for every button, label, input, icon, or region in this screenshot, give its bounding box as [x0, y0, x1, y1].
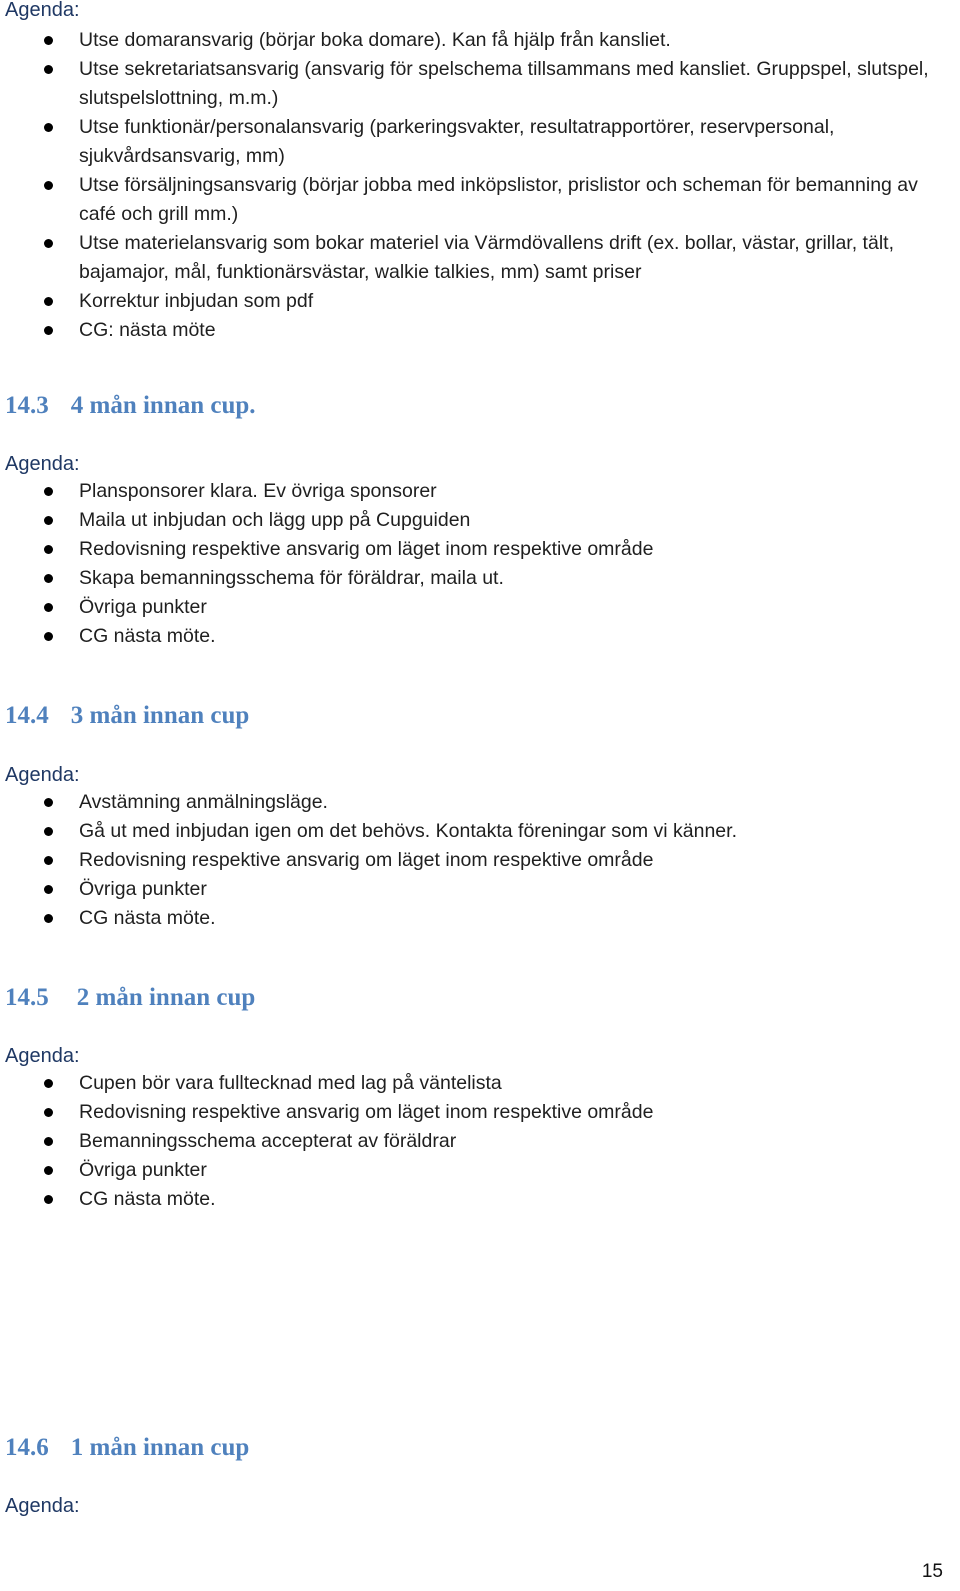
bullet-icon: [44, 123, 53, 132]
list-item: CG nästa möte.: [0, 1185, 960, 1214]
list-item: Gå ut med inbjudan igen om det behövs. Kontakta föreningar som vi känner.: [0, 817, 960, 846]
list-item: Redovisning respektive ansvarig om läget inom respektive område: [0, 846, 960, 875]
bullet-icon: [44, 326, 53, 335]
bullet-icon: [44, 487, 53, 496]
section-heading: 14.4 3 mån innan cup: [5, 702, 250, 729]
section-heading: 14.5 2 mån innan cup: [5, 984, 256, 1011]
bullet-icon: [44, 239, 53, 248]
list-item: CG: nästa möte: [0, 316, 960, 345]
list-item: Redovisning respektive ansvarig om läget inom respektive område: [0, 535, 960, 564]
list-item: Utse domaransvarig (börjar boka domare). Kan få hjälp från kansliet.: [0, 26, 960, 55]
bullet-icon: [44, 603, 53, 612]
agenda-label: Agenda:: [5, 0, 80, 21]
list-item: Övriga punkter: [0, 875, 960, 904]
list-item: Skapa bemanningsschema för föräldrar, maila ut.: [0, 564, 960, 593]
list-item: Utse materielansvarig som bokar materiel via Värmdövallens drift (ex. bollar, västar, grillar, tält, bajamajor, mål, funktionärsvästar, walkie talkies, mm) samt priser: [0, 229, 960, 287]
bullet-icon: [44, 1195, 53, 1204]
bullet-icon: [44, 1166, 53, 1175]
bullet-icon: [44, 574, 53, 583]
bullet-icon: [44, 856, 53, 865]
bullet-icon: [44, 516, 53, 525]
bullet-icon: [44, 827, 53, 836]
list-item: Avstämning anmälningsläge.: [0, 788, 960, 817]
list-item: Redovisning respektive ansvarig om läget inom respektive område: [0, 1098, 960, 1127]
bullet-icon: [44, 1137, 53, 1146]
agenda-label: Agenda:: [5, 1045, 80, 1067]
bullet-icon: [44, 297, 53, 306]
bullet-icon: [44, 632, 53, 641]
bullet-icon: [44, 1108, 53, 1117]
list-item: Utse funktionär/personalansvarig (parkeringsvakter, resultatrapportörer, reservpersonal, sjukvårdsansvarig, mm): [0, 113, 960, 171]
agenda-list: [0, 477, 960, 651]
list-item: Bemanningsschema accepterat av föräldrar: [0, 1127, 960, 1156]
page-number: 15: [921, 1561, 943, 1582]
list-item: Utse sekretariatsansvarig (ansvarig för spelschema tillsammans med kansliet. Gruppspel, slutspel, slutspelslottning, m.m.): [0, 55, 960, 113]
section-heading: 14.6 1 mån innan cup: [5, 1434, 250, 1461]
list-item: Plansponsorer klara. Ev övriga sponsorer: [0, 477, 960, 506]
bullet-icon: [44, 914, 53, 923]
bullet-icon: [44, 65, 53, 74]
bullet-icon: [44, 885, 53, 894]
list-item: Övriga punkter: [0, 593, 960, 622]
section-heading: 14.3 4 mån innan cup.: [5, 392, 256, 419]
bullet-icon: [44, 1079, 53, 1088]
list-item: CG nästa möte.: [0, 904, 960, 933]
list-item: Korrektur inbjudan som pdf: [0, 287, 960, 316]
list-item: Maila ut inbjudan och lägg upp på Cupguiden: [0, 506, 960, 535]
list-item: Utse försäljningsansvarig (börjar jobba med inköpslistor, prislistor och scheman för bemanning av café och grill mm.): [0, 171, 960, 229]
agenda-label: Agenda:: [5, 453, 80, 475]
bullet-icon: [44, 545, 53, 554]
agenda-label: Agenda:: [5, 764, 80, 786]
bullet-icon: [44, 36, 53, 45]
bullet-icon: [44, 181, 53, 190]
agenda-label: Agenda:: [5, 1495, 80, 1517]
agenda-list: [0, 1069, 960, 1214]
list-item: CG nästa möte.: [0, 622, 960, 651]
agenda-list: [0, 788, 960, 933]
agenda-list: [0, 26, 960, 345]
list-item: Övriga punkter: [0, 1156, 960, 1185]
list-item: Cupen bör vara fulltecknad med lag på väntelista: [0, 1069, 960, 1098]
bullet-icon: [44, 798, 53, 807]
